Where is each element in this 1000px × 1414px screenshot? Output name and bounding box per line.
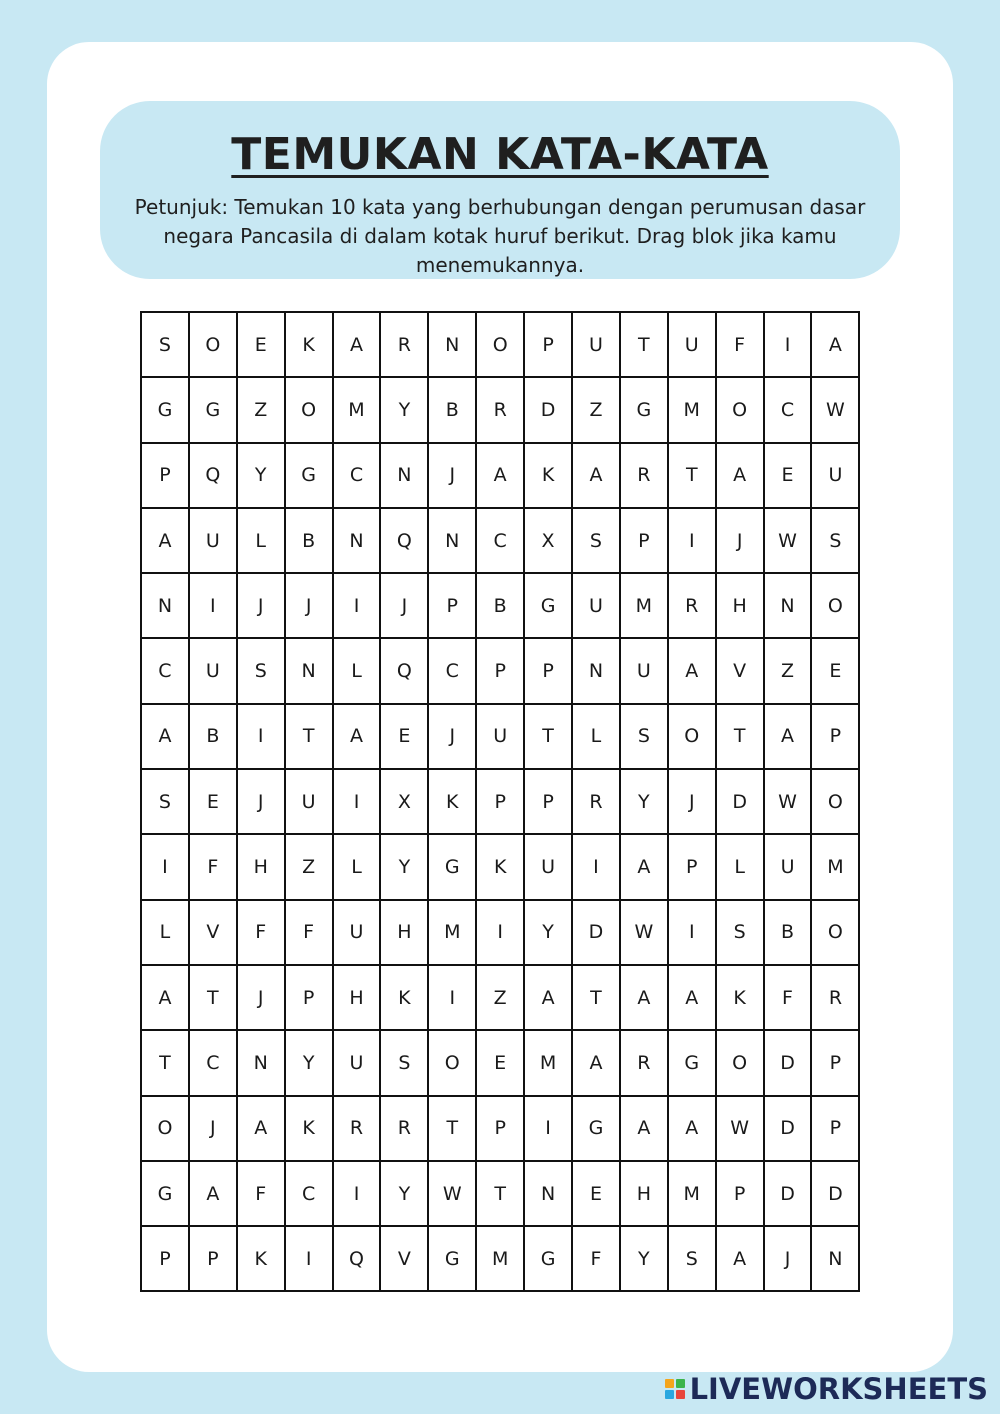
grid-cell[interactable]: W: [620, 900, 668, 965]
grid-cell[interactable]: R: [811, 965, 859, 1030]
grid-cell[interactable]: A: [476, 443, 524, 508]
grid-cell[interactable]: D: [764, 1096, 812, 1161]
grid-cell[interactable]: P: [524, 769, 572, 834]
grid-cell[interactable]: Q: [380, 508, 428, 573]
grid-cell[interactable]: K: [380, 965, 428, 1030]
grid-cell[interactable]: P: [476, 1096, 524, 1161]
grid-cell[interactable]: T: [189, 965, 237, 1030]
grid-cell[interactable]: O: [716, 377, 764, 442]
grid-cell[interactable]: T: [141, 1030, 189, 1095]
grid-cell[interactable]: S: [237, 638, 285, 703]
grid-cell[interactable]: W: [428, 1161, 476, 1226]
grid-cell[interactable]: O: [141, 1096, 189, 1161]
grid-cell[interactable]: O: [189, 312, 237, 377]
grid-cell[interactable]: M: [428, 900, 476, 965]
grid-cell[interactable]: S: [380, 1030, 428, 1095]
grid-row: [141, 638, 859, 703]
grid-cell[interactable]: U: [620, 638, 668, 703]
grid-row: [141, 704, 859, 769]
grid-cell[interactable]: Y: [524, 900, 572, 965]
grid-cell[interactable]: L: [333, 834, 381, 899]
grid-cell[interactable]: I: [668, 900, 716, 965]
grid-cell[interactable]: M: [476, 1226, 524, 1291]
grid-cell[interactable]: U: [764, 834, 812, 899]
grid-cell[interactable]: H: [333, 965, 381, 1030]
grid-cell[interactable]: L: [141, 900, 189, 965]
grid-cell[interactable]: R: [476, 377, 524, 442]
grid-cell[interactable]: M: [668, 377, 716, 442]
grid-cell[interactable]: U: [189, 508, 237, 573]
grid-cell[interactable]: M: [668, 1161, 716, 1226]
grid-row: [141, 573, 859, 638]
grid-cell[interactable]: B: [764, 900, 812, 965]
grid-cell[interactable]: L: [237, 508, 285, 573]
grid-cell[interactable]: U: [572, 312, 620, 377]
grid-cell[interactable]: Z: [476, 965, 524, 1030]
grid-cell[interactable]: A: [620, 834, 668, 899]
grid-cell[interactable]: O: [811, 900, 859, 965]
grid-cell[interactable]: F: [285, 900, 333, 965]
grid-cell[interactable]: V: [189, 900, 237, 965]
grid-cell[interactable]: A: [811, 312, 859, 377]
grid-row: [141, 1161, 859, 1226]
grid-cell[interactable]: H: [620, 1161, 668, 1226]
grid-cell[interactable]: S: [620, 704, 668, 769]
liveworksheets-brand: [665, 1372, 988, 1406]
grid-cell[interactable]: U: [285, 769, 333, 834]
grid-cell[interactable]: W: [764, 508, 812, 573]
grid-cell[interactable]: J: [668, 769, 716, 834]
grid-cell[interactable]: O: [811, 573, 859, 638]
grid-cell[interactable]: N: [428, 312, 476, 377]
grid-cell[interactable]: G: [428, 1226, 476, 1291]
grid-cell[interactable]: D: [716, 769, 764, 834]
grid-cell[interactable]: D: [811, 1161, 859, 1226]
grid-cell[interactable]: T: [476, 1161, 524, 1226]
grid-row: [141, 508, 859, 573]
grid-cell[interactable]: J: [189, 1096, 237, 1161]
grid-cell[interactable]: P: [141, 1226, 189, 1291]
instructions-text: Petunjuk: Temukan 10 kata yang berhubungan dengan perumusan dasar negara Pancasila di dalam kotak huruf berikut. Drag blok jika kamu menemukannya.: [134, 195, 866, 277]
grid-cell[interactable]: Q: [333, 1226, 381, 1291]
grid-cell[interactable]: P: [668, 834, 716, 899]
grid-cell[interactable]: J: [285, 573, 333, 638]
grid-cell[interactable]: A: [524, 965, 572, 1030]
grid-cell[interactable]: G: [428, 834, 476, 899]
grid-cell[interactable]: Z: [764, 638, 812, 703]
grid-cell[interactable]: Y: [620, 769, 668, 834]
grid-cell[interactable]: O: [811, 769, 859, 834]
grid-cell[interactable]: A: [620, 965, 668, 1030]
grid-cell[interactable]: G: [668, 1030, 716, 1095]
grid-cell[interactable]: P: [476, 769, 524, 834]
grid-cell[interactable]: W: [764, 769, 812, 834]
grid-cell[interactable]: P: [285, 965, 333, 1030]
grid-cell[interactable]: I: [141, 834, 189, 899]
grid-cell[interactable]: E: [572, 1161, 620, 1226]
grid-cell[interactable]: E: [189, 769, 237, 834]
grid-row: [141, 312, 859, 377]
grid-row: [141, 900, 859, 965]
grid-cell[interactable]: Q: [189, 443, 237, 508]
grid-cell[interactable]: R: [380, 312, 428, 377]
grid-row: [141, 1096, 859, 1161]
grid-row: [141, 834, 859, 899]
grid-cell[interactable]: Q: [380, 638, 428, 703]
grid-cell[interactable]: U: [333, 900, 381, 965]
grid-cell[interactable]: A: [141, 704, 189, 769]
grid-cell[interactable]: I: [333, 1161, 381, 1226]
grid-cell[interactable]: G: [524, 573, 572, 638]
grid-cell[interactable]: E: [811, 638, 859, 703]
grid-cell[interactable]: C: [285, 1161, 333, 1226]
grid-cell[interactable]: N: [524, 1161, 572, 1226]
grid-cell[interactable]: U: [668, 312, 716, 377]
grid-cell[interactable]: U: [333, 1030, 381, 1095]
grid-cell[interactable]: A: [668, 1096, 716, 1161]
grid-cell[interactable]: T: [572, 965, 620, 1030]
grid-cell[interactable]: R: [668, 573, 716, 638]
grid-cell[interactable]: P: [524, 312, 572, 377]
grid-cell[interactable]: B: [476, 573, 524, 638]
grid-cell[interactable]: E: [764, 443, 812, 508]
grid-row: [141, 1226, 859, 1291]
grid-cell[interactable]: P: [428, 573, 476, 638]
grid-cell[interactable]: F: [572, 1226, 620, 1291]
grid-cell[interactable]: G: [285, 443, 333, 508]
grid-cell[interactable]: F: [237, 900, 285, 965]
grid-cell[interactable]: G: [620, 377, 668, 442]
grid-cell[interactable]: Y: [285, 1030, 333, 1095]
grid-cell[interactable]: G: [189, 377, 237, 442]
grid-cell[interactable]: B: [428, 377, 476, 442]
grid-cell[interactable]: I: [333, 769, 381, 834]
grid-cell[interactable]: V: [716, 638, 764, 703]
grid-cell[interactable]: B: [285, 508, 333, 573]
grid-cell[interactable]: H: [380, 900, 428, 965]
grid-cell[interactable]: S: [668, 1226, 716, 1291]
grid-cell[interactable]: Y: [380, 377, 428, 442]
grid-cell[interactable]: J: [764, 1226, 812, 1291]
grid-cell[interactable]: G: [572, 1096, 620, 1161]
grid-cell[interactable]: X: [380, 769, 428, 834]
grid-cell[interactable]: L: [333, 638, 381, 703]
grid-cell[interactable]: P: [189, 1226, 237, 1291]
grid-cell[interactable]: N: [764, 573, 812, 638]
grid-cell[interactable]: V: [380, 1226, 428, 1291]
grid-cell[interactable]: R: [620, 1030, 668, 1095]
grid-cell[interactable]: S: [141, 769, 189, 834]
grid-cell[interactable]: G: [524, 1226, 572, 1291]
grid-cell[interactable]: J: [237, 965, 285, 1030]
grid-cell[interactable]: I: [237, 704, 285, 769]
grid-cell[interactable]: J: [428, 443, 476, 508]
grid-cell[interactable]: J: [716, 508, 764, 573]
grid-cell[interactable]: C: [764, 377, 812, 442]
grid-cell[interactable]: K: [237, 1226, 285, 1291]
liveworksheets-logo-icon: [665, 1379, 685, 1399]
grid-cell[interactable]: J: [237, 573, 285, 638]
grid-cell[interactable]: E: [476, 1030, 524, 1095]
grid-cell[interactable]: P: [811, 1030, 859, 1095]
grid-cell[interactable]: A: [141, 965, 189, 1030]
grid-cell[interactable]: P: [716, 1161, 764, 1226]
grid-cell[interactable]: Z: [285, 834, 333, 899]
grid-cell[interactable]: G: [141, 1161, 189, 1226]
grid-cell[interactable]: E: [380, 704, 428, 769]
grid-cell[interactable]: W: [811, 377, 859, 442]
grid-cell[interactable]: U: [572, 573, 620, 638]
grid-cell[interactable]: J: [380, 573, 428, 638]
grid-cell[interactable]: M: [524, 1030, 572, 1095]
grid-cell[interactable]: O: [285, 377, 333, 442]
grid-cell[interactable]: U: [476, 704, 524, 769]
grid-cell[interactable]: U: [524, 834, 572, 899]
grid-cell[interactable]: A: [668, 965, 716, 1030]
grid-cell[interactable]: P: [476, 638, 524, 703]
grid-cell[interactable]: K: [285, 312, 333, 377]
grid-cell[interactable]: A: [572, 443, 620, 508]
grid-cell[interactable]: S: [716, 900, 764, 965]
grid-cell[interactable]: O: [476, 312, 524, 377]
grid-cell[interactable]: A: [668, 638, 716, 703]
grid-cell[interactable]: N: [428, 508, 476, 573]
grid-cell[interactable]: S: [141, 312, 189, 377]
grid-cell[interactable]: R: [380, 1096, 428, 1161]
grid-cell[interactable]: U: [189, 638, 237, 703]
grid-cell[interactable]: L: [716, 834, 764, 899]
grid-row: [141, 443, 859, 508]
grid-cell[interactable]: F: [716, 312, 764, 377]
grid-cell[interactable]: I: [189, 573, 237, 638]
grid-cell[interactable]: I: [428, 965, 476, 1030]
grid-cell[interactable]: T: [716, 704, 764, 769]
grid-cell[interactable]: C: [428, 638, 476, 703]
grid-cell[interactable]: F: [237, 1161, 285, 1226]
grid-cell[interactable]: K: [524, 443, 572, 508]
grid-cell[interactable]: T: [428, 1096, 476, 1161]
grid-cell[interactable]: P: [141, 443, 189, 508]
grid-cell[interactable]: Z: [237, 377, 285, 442]
grid-cell[interactable]: I: [764, 312, 812, 377]
grid-cell[interactable]: M: [620, 573, 668, 638]
grid-cell[interactable]: N: [285, 638, 333, 703]
grid-cell[interactable]: S: [572, 508, 620, 573]
grid-cell[interactable]: A: [237, 1096, 285, 1161]
grid-cell[interactable]: W: [716, 1096, 764, 1161]
header-panel: [100, 101, 900, 279]
grid-cell[interactable]: T: [620, 312, 668, 377]
grid-cell[interactable]: A: [716, 443, 764, 508]
grid-cell[interactable]: F: [189, 834, 237, 899]
grid-cell[interactable]: O: [428, 1030, 476, 1095]
grid-cell[interactable]: X: [524, 508, 572, 573]
grid-cell[interactable]: E: [237, 312, 285, 377]
grid-cell[interactable]: I: [572, 834, 620, 899]
grid-cell[interactable]: D: [524, 377, 572, 442]
grid-row: [141, 1030, 859, 1095]
grid-cell[interactable]: D: [764, 1030, 812, 1095]
grid-cell[interactable]: A: [764, 704, 812, 769]
page-title: TEMUKAN KATA-KATA: [231, 129, 769, 180]
grid-cell[interactable]: A: [141, 508, 189, 573]
grid-cell[interactable]: K: [428, 769, 476, 834]
grid-cell[interactable]: I: [285, 1226, 333, 1291]
grid-cell[interactable]: I: [476, 900, 524, 965]
grid-cell[interactable]: O: [716, 1030, 764, 1095]
grid-cell[interactable]: A: [572, 1030, 620, 1095]
grid-cell[interactable]: Y: [620, 1226, 668, 1291]
grid-cell[interactable]: O: [668, 704, 716, 769]
grid-cell[interactable]: J: [237, 769, 285, 834]
grid-cell[interactable]: K: [476, 834, 524, 899]
grid-cell[interactable]: Y: [380, 1161, 428, 1226]
grid-cell[interactable]: S: [811, 508, 859, 573]
grid-cell[interactable]: Z: [572, 377, 620, 442]
grid-cell[interactable]: R: [572, 769, 620, 834]
grid-cell[interactable]: N: [811, 1226, 859, 1291]
grid-cell[interactable]: K: [716, 965, 764, 1030]
grid-cell[interactable]: Y: [380, 834, 428, 899]
grid-cell[interactable]: U: [811, 443, 859, 508]
brand-text: LIVEWORKSHEETS: [689, 1372, 988, 1406]
grid-cell[interactable]: R: [620, 443, 668, 508]
grid-cell[interactable]: D: [572, 900, 620, 965]
grid-row: [141, 769, 859, 834]
grid-cell[interactable]: I: [333, 573, 381, 638]
grid-cell[interactable]: J: [428, 704, 476, 769]
grid-cell[interactable]: P: [811, 1096, 859, 1161]
grid-cell[interactable]: D: [764, 1161, 812, 1226]
grid-cell[interactable]: A: [333, 312, 381, 377]
grid-cell[interactable]: N: [380, 443, 428, 508]
grid-cell[interactable]: R: [333, 1096, 381, 1161]
grid-cell[interactable]: M: [811, 834, 859, 899]
grid-cell[interactable]: I: [524, 1096, 572, 1161]
grid-cell[interactable]: P: [524, 638, 572, 703]
grid-cell[interactable]: H: [716, 573, 764, 638]
grid-cell[interactable]: T: [668, 443, 716, 508]
grid-cell[interactable]: P: [620, 508, 668, 573]
grid-cell[interactable]: C: [333, 443, 381, 508]
grid-cell[interactable]: T: [524, 704, 572, 769]
grid-cell[interactable]: M: [333, 377, 381, 442]
grid-row: [141, 377, 859, 442]
grid-cell[interactable]: C: [476, 508, 524, 573]
grid-cell[interactable]: H: [237, 834, 285, 899]
grid-cell[interactable]: L: [572, 704, 620, 769]
grid-cell[interactable]: N: [333, 508, 381, 573]
grid-cell[interactable]: A: [620, 1096, 668, 1161]
grid-cell[interactable]: N: [237, 1030, 285, 1095]
grid-cell[interactable]: A: [716, 1226, 764, 1291]
grid-cell[interactable]: B: [189, 704, 237, 769]
grid-cell[interactable]: K: [285, 1096, 333, 1161]
grid-cell[interactable]: F: [764, 965, 812, 1030]
grid-cell[interactable]: C: [189, 1030, 237, 1095]
grid-cell[interactable]: C: [141, 638, 189, 703]
grid-cell[interactable]: I: [668, 508, 716, 573]
word-search-grid[interactable]: [140, 311, 860, 1292]
grid-cell[interactable]: T: [285, 704, 333, 769]
grid-cell[interactable]: G: [141, 377, 189, 442]
grid-cell[interactable]: P: [811, 704, 859, 769]
grid-row: [141, 965, 859, 1030]
grid-cell[interactable]: Y: [237, 443, 285, 508]
grid-cell[interactable]: N: [141, 573, 189, 638]
grid-cell[interactable]: A: [333, 704, 381, 769]
grid-cell[interactable]: N: [572, 638, 620, 703]
grid-cell[interactable]: A: [189, 1161, 237, 1226]
